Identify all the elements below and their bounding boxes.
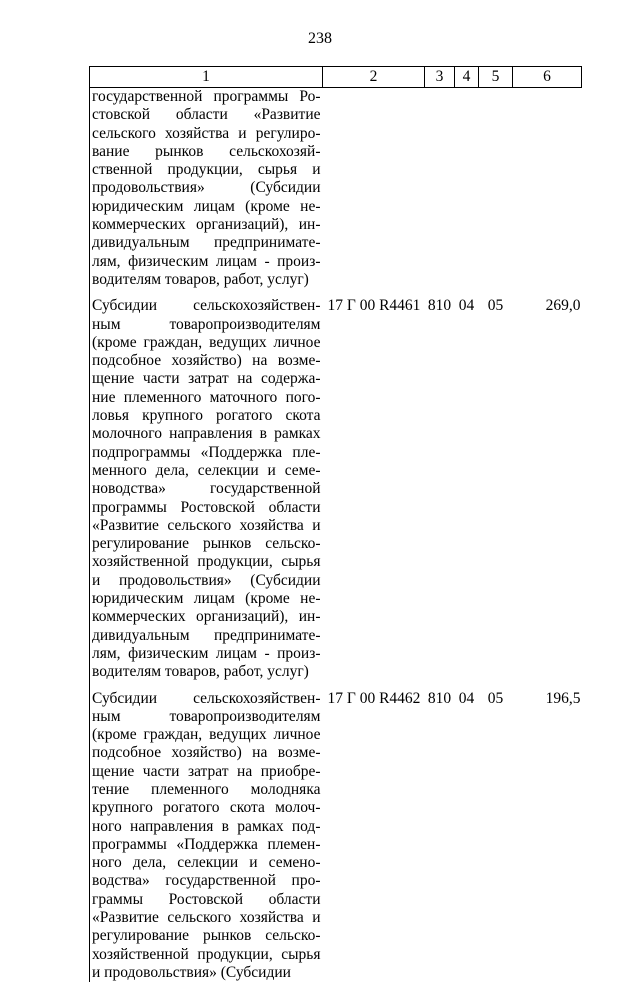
row-expense-type: 810 bbox=[425, 297, 455, 681]
table-row bbox=[90, 88, 582, 290]
row-description bbox=[90, 690, 323, 982]
description-line: коммерческих организаций), ин- bbox=[92, 608, 321, 626]
row-section: 04 bbox=[455, 690, 479, 982]
description-line: программы «Поддержка племен- bbox=[92, 836, 321, 854]
description-line: Субсидии сельскохозяйствен- bbox=[92, 690, 321, 708]
row-target-code: 17 Г 00 R4461 bbox=[323, 297, 425, 681]
row-amount: 196,5 bbox=[513, 690, 582, 982]
header-col-2: 2 bbox=[323, 67, 425, 88]
description-line: подсобное хозяйство) на возме- bbox=[92, 352, 321, 370]
description-line: сельского хозяйства и регулиро- bbox=[92, 125, 321, 143]
spacer-cell bbox=[90, 289, 323, 297]
description-line: лям, физическим лицам - произ- bbox=[92, 645, 321, 663]
description-line: регулирование рынков сельско- bbox=[92, 927, 321, 945]
description-line: продовольствия» (Субсидии bbox=[92, 179, 321, 197]
spacer-cell bbox=[323, 289, 582, 297]
header-col-4: 4 bbox=[455, 67, 479, 88]
description-line: лям, физическим лицам - произ- bbox=[92, 253, 321, 271]
header-col-3: 3 bbox=[425, 67, 455, 88]
description-line: менного дела, селекции и семе- bbox=[92, 462, 321, 480]
row-subsection: 05 bbox=[479, 297, 513, 681]
description-line: новодства» государственной bbox=[92, 480, 321, 498]
description-line: юридическим лицам (кроме не- bbox=[92, 590, 321, 608]
description-line: щение части затрат на приобре- bbox=[92, 763, 321, 781]
budget-table bbox=[89, 66, 582, 982]
table-header-row bbox=[90, 67, 582, 88]
description-line: ловья крупного рогатого скота bbox=[92, 407, 321, 425]
description-line: дивидуальным предпринимате- bbox=[92, 627, 321, 645]
row-subsection bbox=[479, 88, 513, 290]
row-section: 04 bbox=[455, 297, 479, 681]
header-col-5: 5 bbox=[479, 67, 513, 88]
description-line: крупного рогатого скота молоч- bbox=[92, 799, 321, 817]
description-line: ственной продукции, сырья и bbox=[92, 161, 321, 179]
description-line: подпрограммы «Поддержка пле- bbox=[92, 444, 321, 462]
description-line: дивидуальным предпринимате- bbox=[92, 234, 321, 252]
description-line: (кроме граждан, ведущих личное bbox=[92, 334, 321, 352]
row-amount: 269,0 bbox=[513, 297, 582, 681]
row-expense-type: 810 bbox=[425, 690, 455, 982]
description-line: хозяйственной продукции, сырья bbox=[92, 946, 321, 964]
description-line: и продовольствия» (Субсидии bbox=[92, 572, 321, 590]
description-line: ние племенного маточного пого- bbox=[92, 389, 321, 407]
row-section bbox=[455, 88, 479, 290]
row-target-code: 17 Г 00 R4462 bbox=[323, 690, 425, 982]
description-line: ным товаропроизводителям bbox=[92, 708, 321, 726]
description-line: ного направления в рамках под- bbox=[92, 818, 321, 836]
table-row bbox=[90, 297, 582, 681]
description-line: программы Ростовской области bbox=[92, 499, 321, 517]
description-line: юридическим лицам (кроме не- bbox=[92, 198, 321, 216]
row-subsection: 05 bbox=[479, 690, 513, 982]
row-description bbox=[90, 88, 323, 290]
description-line: ного дела, селекции и семено- bbox=[92, 854, 321, 872]
description-line: и продовольствия» (Субсидии bbox=[92, 964, 321, 982]
description-line: коммерческих организаций), ин- bbox=[92, 216, 321, 234]
row-target-code bbox=[323, 88, 425, 290]
description-line: стовской области «Развитие bbox=[92, 106, 321, 124]
spacer-cell bbox=[323, 682, 582, 690]
description-line: щение части затрат на содержа- bbox=[92, 370, 321, 388]
header-col-6: 6 bbox=[513, 67, 582, 88]
description-line: «Развитие сельского хозяйства и bbox=[92, 909, 321, 927]
description-line: Субсидии сельскохозяйствен- bbox=[92, 297, 321, 315]
description-line: вание рынков сельскохозяй- bbox=[92, 143, 321, 161]
description-line: хозяйственной продукции, сырья bbox=[92, 553, 321, 571]
row-amount bbox=[513, 88, 582, 290]
page-number: 238 bbox=[0, 29, 640, 49]
spacer-cell bbox=[90, 682, 323, 690]
description-line: граммы Ростовской области bbox=[92, 891, 321, 909]
description-line: «Развитие сельского хозяйства и bbox=[92, 517, 321, 535]
description-line: ным товаропроизводителям bbox=[92, 316, 321, 334]
description-line: водителям товаров, работ, услуг) bbox=[92, 271, 321, 289]
row-spacer bbox=[90, 682, 582, 690]
description-line: водителям товаров, работ, услуг) bbox=[92, 663, 321, 681]
header-col-1: 1 bbox=[90, 67, 323, 88]
description-line: государственной программы Ро- bbox=[92, 88, 321, 106]
row-description bbox=[90, 297, 323, 681]
description-line: регулирование рынков сельско- bbox=[92, 535, 321, 553]
table-row bbox=[90, 690, 582, 982]
row-spacer bbox=[90, 289, 582, 297]
row-expense-type bbox=[425, 88, 455, 290]
description-line: молочного направления в рамках bbox=[92, 425, 321, 443]
description-line: подсобное хозяйство) на возме- bbox=[92, 744, 321, 762]
description-line: водства» государственной про- bbox=[92, 872, 321, 890]
description-line: тение племенного молодняка bbox=[92, 781, 321, 799]
description-line: (кроме граждан, ведущих личное bbox=[92, 726, 321, 744]
